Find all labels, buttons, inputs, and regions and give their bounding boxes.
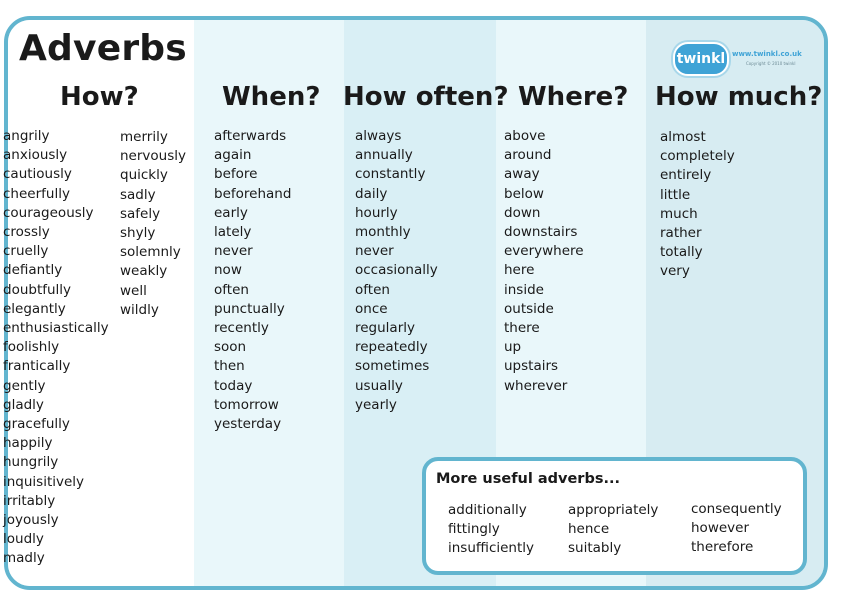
adverb-item: completely	[660, 148, 735, 165]
adverb-item: downstairs	[504, 224, 578, 241]
adverb-item: occasionally	[355, 262, 438, 279]
adverb-item: beforehand	[214, 185, 292, 202]
adverb-item: below	[504, 185, 544, 202]
adverb-item: very	[660, 263, 690, 280]
adverb-item: suitably	[568, 540, 622, 557]
adverb-item: hungrily	[3, 454, 59, 471]
adverb-item: here	[504, 262, 535, 279]
adverb-item: outside	[504, 300, 554, 317]
adverb-item: totally	[660, 244, 703, 261]
adverb-item: there	[504, 320, 540, 337]
adverb-item: yearly	[355, 396, 397, 413]
adverb-item: loudly	[3, 531, 44, 548]
adverb-item: again	[214, 147, 252, 164]
adverb-item: usually	[355, 377, 403, 394]
adverb-item: down	[504, 204, 541, 221]
adverb-item: appropriately	[568, 502, 659, 518]
more-useful-adverbs-box	[422, 457, 807, 575]
adverb-item: soon	[214, 339, 247, 356]
adverb-item: however	[691, 520, 750, 537]
how-often-list	[355, 127, 438, 415]
logo-copyright: Copyright © 2010 twinkl	[746, 61, 796, 66]
more-useful-list-1	[448, 501, 534, 559]
more-useful-list-3	[691, 500, 782, 558]
adverb-item: inquisitively	[3, 473, 85, 490]
adverb-item: regularly	[355, 320, 415, 337]
adverb-item: elegantly	[3, 300, 66, 317]
heading-where: Where?	[518, 82, 629, 112]
heading-when: When?	[222, 82, 321, 112]
adverb-item: before	[214, 166, 258, 183]
adverb-item: much	[660, 205, 698, 222]
more-useful-list-2	[568, 501, 658, 559]
adverb-item: little	[660, 186, 691, 203]
adverb-item: entirely	[660, 167, 712, 184]
adverb-item: sadly	[120, 186, 156, 203]
adverb-item: up	[504, 339, 522, 356]
adverb-item: anxiously	[3, 147, 68, 164]
adverb-item: now	[214, 262, 242, 279]
heading-how-often: How often?	[343, 82, 509, 112]
adverb-item: often	[214, 281, 249, 298]
adverb-item: repeatedly	[355, 339, 428, 356]
adverb-item: inside	[504, 281, 544, 298]
adverb-item: safely	[120, 205, 161, 222]
adverb-item: once	[355, 300, 388, 317]
adverb-item: early	[214, 204, 248, 221]
adverb-item: doubtfully	[3, 281, 72, 298]
more-useful-title: More useful adverbs...	[436, 471, 620, 487]
page-title: Adverbs	[19, 28, 187, 69]
adverb-item: madly	[3, 550, 45, 567]
adverb-item: cautiously	[3, 166, 72, 183]
adverb-item: hourly	[355, 204, 398, 221]
adverb-item: tomorrow	[214, 396, 279, 413]
adverb-item: above	[504, 128, 546, 144]
adverb-item: fittingly	[448, 521, 500, 538]
adverb-item: cheerfully	[3, 185, 70, 202]
adverb-item: well	[120, 282, 147, 299]
adverb-item: courageously	[3, 204, 94, 221]
adverb-item: never	[355, 243, 394, 260]
adverb-item: annually	[355, 147, 413, 164]
adverb-item: happily	[3, 435, 53, 452]
adverb-item: around	[504, 147, 552, 164]
adverb-item: gracefully	[3, 416, 70, 433]
adverb-item: always	[355, 128, 402, 144]
adverb-item: everywhere	[504, 243, 584, 260]
adverb-item: insufficiently	[448, 540, 535, 557]
adverb-item: rather	[660, 225, 702, 242]
adverb-item: hence	[568, 521, 610, 538]
adverb-item: cruelly	[3, 243, 49, 260]
adverb-item: enthusiastically	[3, 320, 109, 337]
how-list-2	[120, 128, 186, 320]
adverb-item: recently	[214, 320, 269, 337]
adverb-item: nervously	[120, 148, 186, 165]
adverb-item: irritably	[3, 492, 56, 509]
adverb-item: afterwards	[214, 128, 287, 144]
adverb-item: almost	[660, 129, 706, 145]
heading-how: How?	[60, 82, 139, 112]
adverb-item: gently	[3, 377, 46, 394]
adverb-item: wherever	[504, 377, 568, 394]
adverb-item: merrily	[120, 129, 168, 145]
adverb-item: crossly	[3, 224, 50, 241]
adverb-item: daily	[355, 185, 388, 202]
adverb-item: solemnly	[120, 244, 181, 261]
adverb-item: shyly	[120, 225, 156, 242]
adverb-item: consequently	[691, 501, 782, 517]
adverb-item: gladly	[3, 396, 44, 413]
adverb-item: today	[214, 377, 253, 394]
adverb-item: never	[214, 243, 253, 260]
adverb-item: constantly	[355, 166, 426, 183]
where-list	[504, 127, 584, 396]
adverb-item: often	[355, 281, 390, 298]
adverb-item: quickly	[120, 167, 168, 184]
how-list-1	[3, 127, 109, 569]
heading-how-much: How much?	[655, 82, 823, 112]
adverb-item: away	[504, 166, 540, 183]
adverb-item: wildly	[120, 301, 159, 318]
when-list	[214, 127, 291, 434]
adverb-item: weakly	[120, 263, 168, 280]
adverb-item: frantically	[3, 358, 71, 375]
logo-url: www.twinkl.co.uk	[732, 50, 802, 58]
twinkl-logo: twinkl	[673, 42, 729, 76]
adverb-item: angrily	[3, 128, 50, 144]
adverb-item: sometimes	[355, 358, 430, 375]
how-much-list	[660, 128, 735, 282]
adverb-item: upstairs	[504, 358, 559, 375]
adverb-item: yesterday	[214, 416, 282, 433]
adverb-item: punctually	[214, 300, 285, 317]
adverb-item: additionally	[448, 502, 527, 518]
adverb-item: then	[214, 358, 245, 375]
adverb-item: lately	[214, 224, 252, 241]
adverb-item: foolishly	[3, 339, 60, 356]
adverb-item: monthly	[355, 224, 411, 241]
adverb-item: therefore	[691, 539, 754, 556]
adverb-item: joyously	[3, 512, 59, 529]
adverb-item: defiantly	[3, 262, 63, 279]
